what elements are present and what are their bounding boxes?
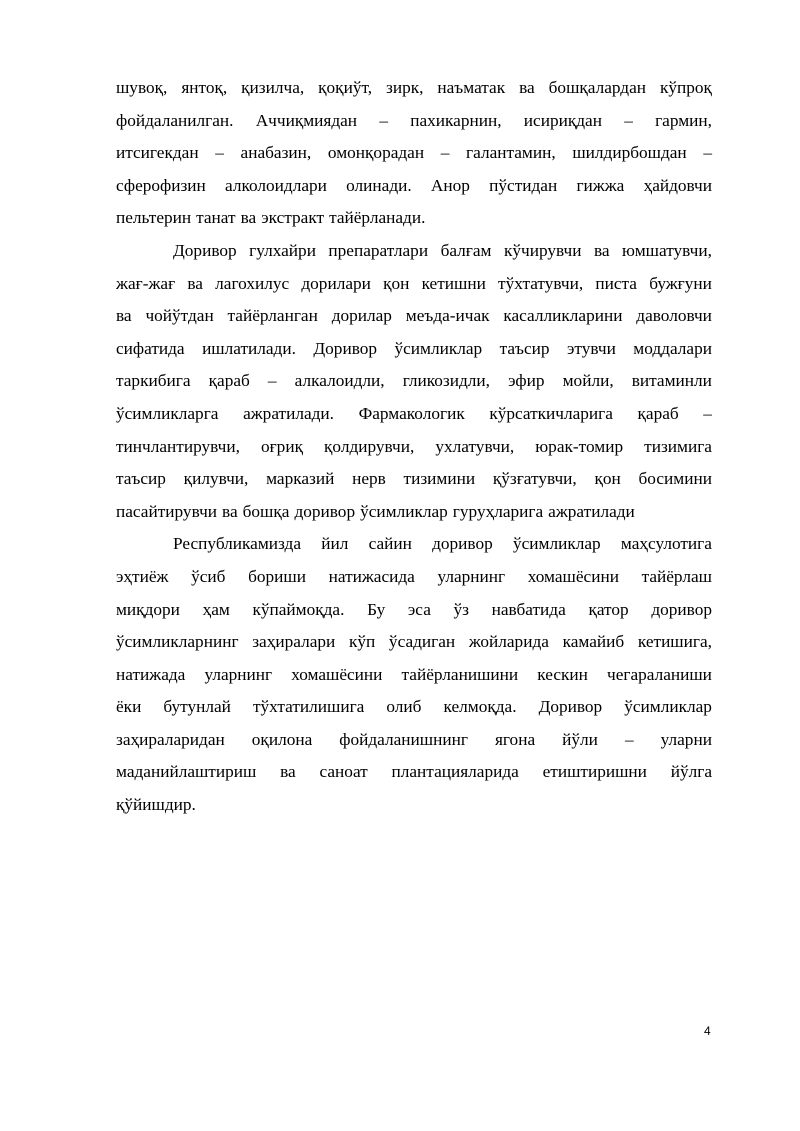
word: уларнинг: [204, 664, 273, 684]
word: –: [267, 371, 277, 391]
word: тайёрланади.: [329, 208, 426, 228]
text-line: [116, 528, 712, 561]
word: кескин: [537, 664, 588, 684]
word: ўз: [453, 599, 469, 619]
word: тайёрлаш: [641, 566, 712, 586]
word: ажратилади: [548, 501, 635, 521]
word: эҳтиёж: [116, 566, 169, 586]
word: маҳсулотига: [620, 534, 712, 554]
text-line: [116, 170, 712, 203]
word: қатор: [588, 599, 629, 619]
text-line: [116, 365, 712, 398]
word: ўсиб: [191, 566, 226, 586]
page-number: 4: [704, 1024, 711, 1038]
word: ишлатилади.: [202, 338, 296, 358]
word: уларнинг: [437, 566, 506, 586]
word: плантацияларида: [391, 762, 519, 782]
text-line: [116, 659, 712, 692]
word: Аччиқмиядан: [255, 110, 358, 130]
text-line: [116, 463, 712, 496]
word: натижада: [116, 664, 186, 684]
word: этувчи: [567, 338, 616, 358]
word: қўйишдир.: [116, 795, 196, 815]
word: хомашёсини: [527, 566, 619, 586]
word: йўли: [562, 729, 598, 749]
word: олиб: [386, 697, 422, 717]
word: гулхайри: [249, 240, 316, 260]
word: тайёрланишини: [401, 664, 519, 684]
word: қўзғатувчи,: [492, 469, 577, 489]
word: витаминли: [631, 371, 712, 391]
word: –: [215, 143, 224, 163]
word: пельтерин: [116, 208, 192, 228]
word: анабазин,: [240, 143, 312, 163]
word: гижжа: [576, 175, 625, 195]
document-body: [116, 72, 712, 822]
text-line: [116, 105, 712, 138]
word: оғриқ: [260, 436, 303, 456]
word: нерв: [352, 469, 386, 489]
word: чегараланиши: [607, 664, 712, 684]
word: ўсимликлар: [360, 501, 448, 521]
word: касалликларини: [503, 306, 623, 326]
word: тўхтатувчи,: [498, 273, 584, 293]
word: бутунлай: [163, 697, 231, 717]
word: бошқа: [242, 501, 290, 521]
word: бужғуни: [649, 273, 712, 293]
word: фойдаланишнинг: [339, 729, 468, 749]
word: олинади.: [346, 175, 412, 195]
word: даволовчи: [636, 306, 712, 326]
word: қоқиўт,: [318, 78, 373, 97]
word: эса: [407, 599, 431, 619]
word: шилдирбошдан: [572, 143, 687, 163]
word: қараб: [637, 403, 679, 423]
word: сифатида: [116, 338, 185, 358]
text-line: [116, 691, 712, 724]
word: эфир: [508, 371, 545, 391]
word: ўсимликлар: [512, 534, 601, 554]
word: ухлатувчи,: [435, 436, 515, 456]
text-line: [116, 594, 712, 627]
word: ягона: [494, 729, 536, 749]
word: босимини: [638, 469, 712, 489]
word: доривор: [294, 501, 356, 521]
word: навбатида: [491, 599, 566, 619]
word: моддалари: [633, 338, 712, 358]
word: гуруҳларига: [452, 501, 544, 521]
word: кўп: [348, 632, 376, 652]
word: исириқдан: [523, 110, 602, 130]
word: ёки: [116, 697, 142, 717]
word: зирк,: [386, 78, 424, 97]
word: алкалоидли,: [294, 371, 385, 391]
word: тизимини: [403, 469, 476, 489]
word: препаратлари: [328, 240, 429, 260]
word: Доривор: [173, 240, 237, 260]
word: омонқорадан: [327, 143, 425, 163]
word: бошқалардан: [548, 78, 647, 97]
word: қон: [594, 469, 621, 489]
text-line: [116, 789, 712, 822]
word: Бу: [367, 599, 386, 619]
text-line: [116, 268, 712, 301]
word: ўсимликларнинг: [116, 632, 239, 652]
word: кетишни: [421, 273, 486, 293]
word: ўсадиган: [388, 632, 456, 652]
word: шувоқ,: [116, 78, 168, 97]
word: кўпаймоқда.: [252, 599, 345, 619]
word: натижасида: [328, 566, 415, 586]
text-line: [116, 561, 712, 594]
word: оқилона: [251, 729, 313, 749]
word: писта: [595, 273, 637, 293]
text-line: [116, 756, 712, 789]
word: –: [703, 403, 712, 423]
word: экстракт: [261, 208, 325, 228]
word: ўсимликлар: [624, 697, 712, 717]
word: чойўтдан: [145, 306, 214, 326]
word: балғам: [440, 240, 492, 260]
word: янтоқ,: [181, 78, 228, 97]
text-line: [116, 626, 712, 659]
word: хомашёсини: [291, 664, 383, 684]
word: наъматак: [437, 78, 506, 97]
word: пасайтирувчи: [116, 501, 218, 521]
word: галантамин,: [466, 143, 556, 163]
word: тизимига: [644, 436, 712, 456]
word: ва: [280, 762, 296, 782]
word: бориши: [248, 566, 306, 586]
word: тинчлантирувчи,: [116, 436, 240, 456]
word: қилувчи,: [183, 469, 249, 489]
word: Фармакологик: [358, 403, 465, 423]
word: жағ-жағ: [116, 273, 176, 293]
word: уларни: [660, 729, 712, 749]
word: юмшатувчи,: [622, 240, 712, 260]
word: –: [379, 110, 388, 130]
word: қон: [383, 273, 410, 293]
word: миқдори: [116, 599, 180, 619]
text-line: [116, 137, 712, 170]
word: ҳам: [202, 599, 230, 619]
word: марказий: [266, 469, 335, 489]
word: –: [624, 110, 633, 130]
word: гликозидли,: [402, 371, 490, 391]
word: жойларида: [468, 632, 549, 652]
paragraph: [116, 235, 712, 528]
word: тўхтатилишига: [252, 697, 365, 717]
word: гармин,: [655, 110, 712, 130]
word: фойдаланилган.: [116, 110, 234, 130]
word: лагохилус: [215, 273, 290, 293]
word: ўсимликларга: [116, 403, 219, 423]
word: ва: [222, 501, 238, 521]
word: таркибига: [116, 371, 191, 391]
word: мойли,: [562, 371, 614, 391]
text-line: [116, 72, 712, 105]
word: йил: [321, 534, 349, 554]
word: –: [440, 143, 450, 163]
word: кетишига,: [637, 632, 712, 652]
word: ўсимликлар: [394, 338, 483, 358]
word: ва: [116, 306, 132, 326]
word: пўстидан: [489, 175, 558, 195]
word: камайиб: [562, 632, 625, 652]
word: Республикамизда: [173, 534, 302, 554]
word: Анор: [430, 175, 470, 195]
word: –: [703, 143, 712, 163]
word: таъсир: [116, 469, 166, 489]
word: пахикарнин,: [410, 110, 502, 130]
text-line: [116, 202, 712, 235]
word: доривор: [651, 599, 712, 619]
word: ва: [240, 208, 257, 228]
word: сайин: [368, 534, 412, 554]
word: ҳайдовчи: [643, 175, 712, 195]
paragraph: [116, 72, 712, 235]
word: қолдирувчи,: [324, 436, 415, 456]
text-line: [116, 235, 712, 268]
word: дорилар: [331, 306, 392, 326]
text-line: [116, 333, 712, 366]
text-line: [116, 431, 712, 464]
word: таъсир: [499, 338, 550, 358]
word: ва: [187, 273, 203, 293]
word: тайёрланган: [227, 306, 318, 326]
word: кўрсаткичларига: [489, 403, 613, 423]
word: заҳиралари: [252, 632, 336, 652]
word: етиштиришни: [542, 762, 647, 782]
word: заҳираларидан: [116, 729, 225, 749]
word: Доривор: [538, 697, 603, 717]
word: қизилча,: [241, 78, 305, 97]
text-line: [116, 724, 712, 757]
text-line: [116, 300, 712, 333]
word: ажратилади.: [243, 403, 334, 423]
word: дорилари: [301, 273, 371, 293]
word: саноат: [319, 762, 368, 782]
word: –: [624, 729, 634, 749]
word: йўлга: [670, 762, 712, 782]
word: кўчирувчи: [503, 240, 582, 260]
word: кўпроқ: [659, 78, 712, 97]
word: Доривор: [313, 338, 378, 358]
word: доривор: [432, 534, 493, 554]
word: келмоқда.: [443, 697, 517, 717]
paragraph: [116, 528, 712, 821]
text-line: [116, 398, 712, 431]
word: қараб: [208, 371, 250, 391]
word: юрак-томир: [535, 436, 624, 456]
word: танат: [196, 208, 236, 228]
word: меъда-ичак: [405, 306, 490, 326]
text-line: [116, 496, 712, 529]
word: итсигекдан: [116, 143, 199, 163]
word: сферофизин: [116, 175, 206, 195]
word: алколоидлари: [225, 175, 327, 195]
word: маданийлаштириш: [116, 762, 257, 782]
word: ва: [519, 78, 535, 97]
word: ва: [593, 240, 610, 260]
